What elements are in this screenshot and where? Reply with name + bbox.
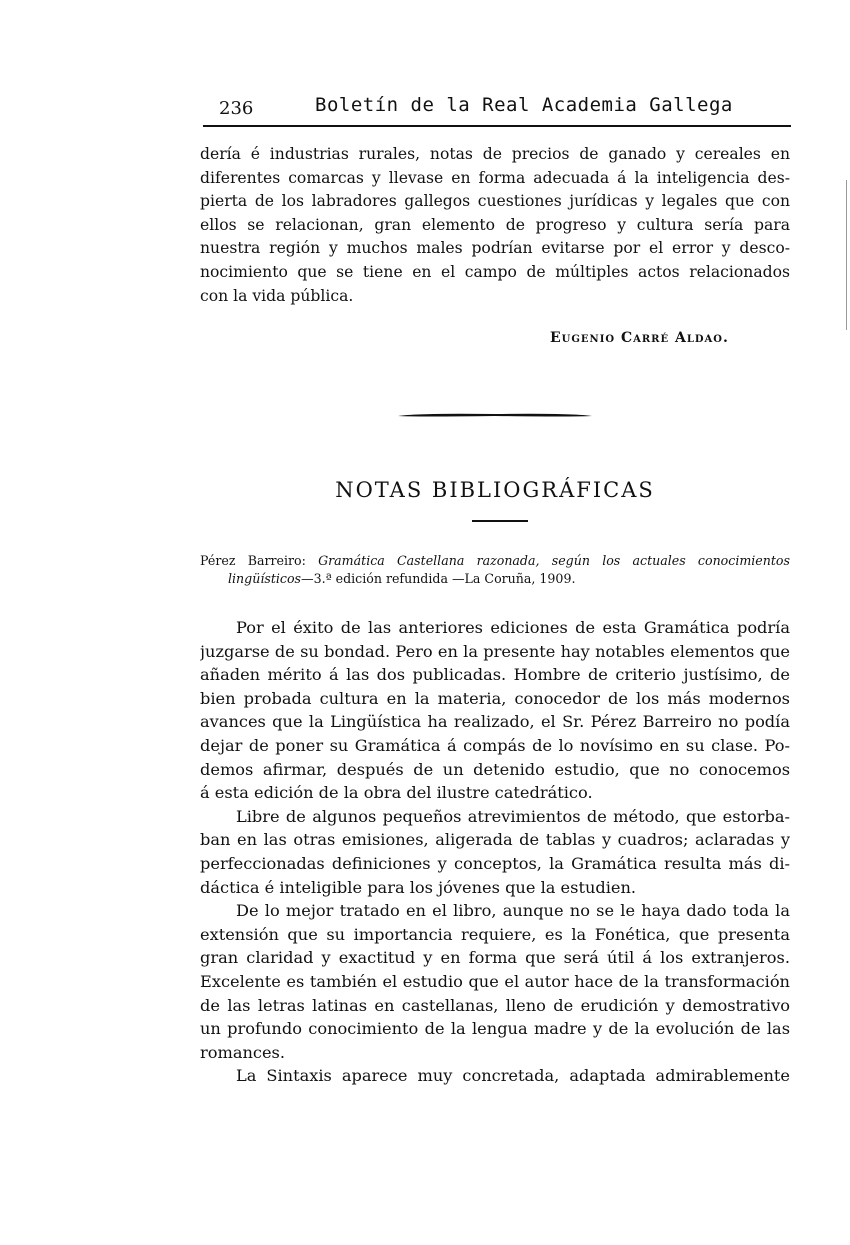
text-line: extensión que su importancia requiere, es la Fonética, que presenta (200, 924, 790, 944)
scan-edge (846, 180, 847, 330)
review-text (200, 616, 790, 1088)
text-line: Por el éxito de las anteriores ediciones de esta Gramática podría (236, 618, 790, 637)
text-line: La Sintaxis aparece muy concretada, adaptada admirablemente (236, 1066, 790, 1086)
text-line: bien probada cultura en la materia, conocedor de los más modernos (200, 688, 790, 708)
text-line: nocimiento que se tiene en el campo de múltiples actos relacionados (200, 262, 790, 281)
citation-title: Gramática Castellana razonada, según los actuales conocimientos (318, 553, 790, 568)
text-line: dejar de poner su Gramática á compás de lo novísimo en su clase. Po- (200, 735, 790, 755)
text-line: De lo mejor tratado en el libro, aunque no se le haya dado toda la (236, 901, 790, 921)
text-line: un profundo conocimiento de la lengua madre y de la evolución de las (200, 1019, 790, 1039)
previous-article-ending (200, 143, 790, 308)
text-line: pierta de los labradores gallegos cuestiones jurídicas y legales que con (200, 192, 790, 211)
text-line: ellos se relacionan, gran elemento de progreso y cultura sería para (200, 215, 790, 234)
citation-author: Pérez Barreiro: (200, 553, 306, 568)
text-line: juzgarse de su bondad. Pero en la presente hay notables elementos que (200, 641, 790, 661)
header-rule (203, 125, 791, 127)
ornamental-divider (398, 412, 592, 418)
section-title: NOTAS BIBLIOGRÁFICAS (335, 478, 655, 502)
text-line: dería é industrias rurales, notas de precios de ganado y cereales en (200, 145, 790, 163)
text-line: gran claridad y exactitud y en forma que será útil á los extranjeros. (200, 948, 790, 968)
text-line: con la vida pública. (200, 286, 354, 305)
text-line: Libre de algunos pequeños atrevimientos de método, que estorba- (236, 806, 790, 826)
journal-title: Boletín de la Real Academia Gallega (315, 94, 733, 116)
title-rule (472, 520, 528, 522)
text-line: perfeccionadas definiciones y conceptos, la Gramática resulta más di- (200, 853, 790, 873)
page-number: 236 (219, 98, 254, 119)
text-line: demos afirmar, después de un detenido estudio, que no conocemos (200, 759, 790, 779)
text-line: nuestra región y muchos males podrían evitarse por el error y desco- (200, 239, 790, 258)
author-signature: Eugenio Carré Aldao. (550, 330, 729, 346)
bibliographic-citation (200, 552, 790, 588)
text-line: avances que la Lingüística ha realizado, el Sr. Pérez Barreiro no podía (200, 712, 790, 732)
text-line: ban en las otras emisiones, aligerada de tablas y cuadros; aclaradas y (200, 830, 790, 850)
text-line: romances. (200, 1042, 286, 1062)
text-line: dáctica é inteligible para los jóvenes que la estudien. (200, 877, 637, 897)
running-header (205, 94, 790, 124)
text-line: añaden mérito á las dos publicadas. Hombre de criterio justísimo, de (200, 665, 790, 685)
citation-title-cont: lingüísticos (228, 571, 302, 586)
text-line: Excelente es también el estudio que el autor hace de la transformación (200, 971, 790, 991)
citation-edition: —3.ª edición refundida —La Coruña, 1909. (301, 571, 576, 586)
text-line: diferentes comarcas y llevase en forma adecuada á la inteligencia des- (200, 168, 790, 187)
text-line: á esta edición de la obra del ilustre catedrático. (200, 783, 593, 803)
text-line: de las letras latinas en castellanas, lleno de erudición y demostrativo (200, 995, 790, 1015)
